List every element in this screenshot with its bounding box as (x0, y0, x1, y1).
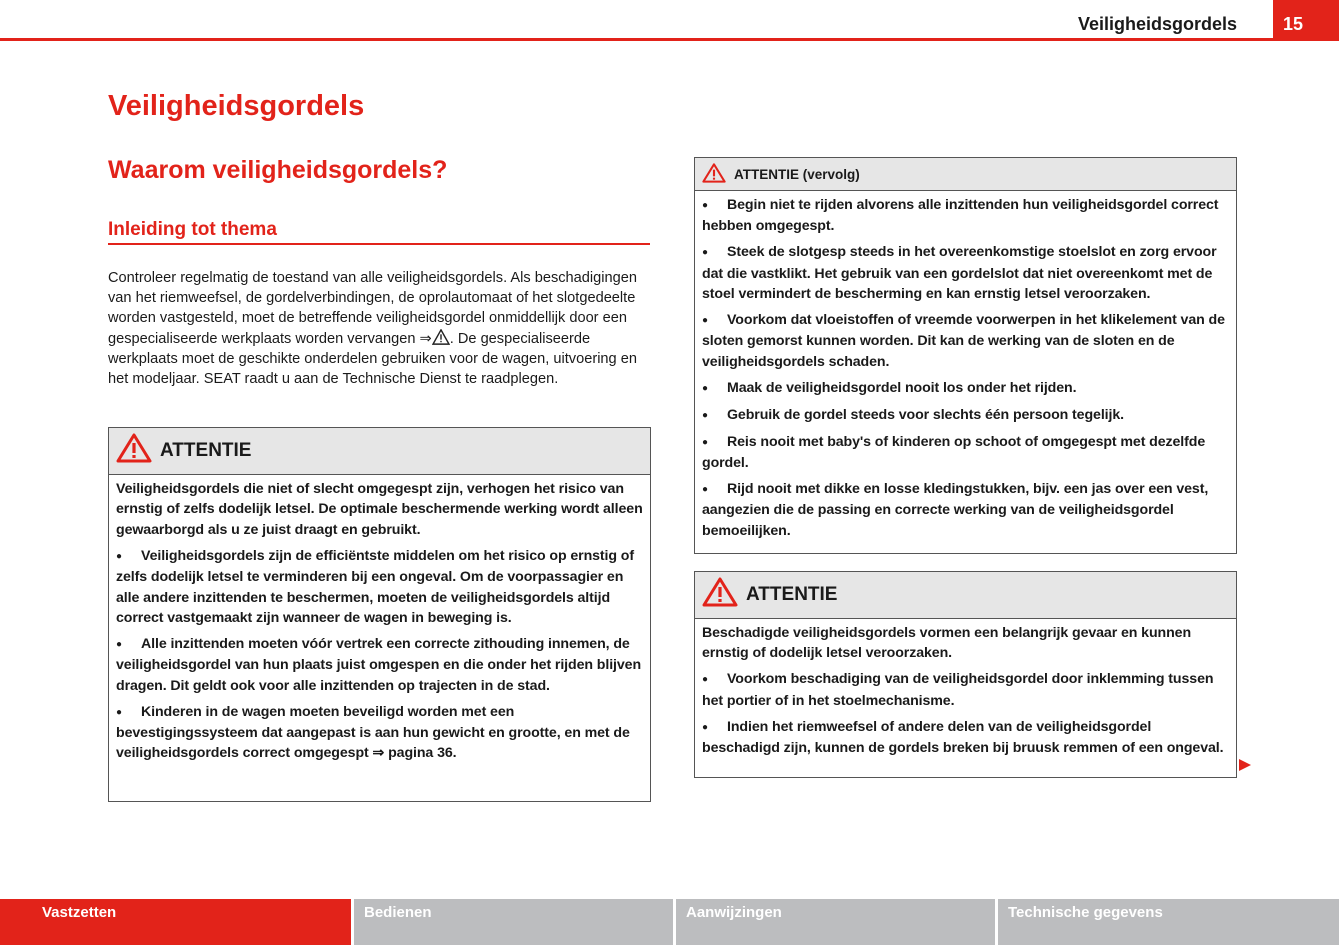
warning-box-continued (694, 157, 1237, 554)
warning-body (109, 475, 650, 768)
warning-icon (702, 577, 738, 613)
list-item: ● Indien het riemweefsel of andere delen van de veiligheidsgordel beschadigd zijn, kunnen de gordels breken bij bruusk remmen of een ongeval. (702, 717, 1229, 759)
header-rule (0, 38, 1339, 41)
warning-icon (116, 433, 152, 469)
intro-text-1: Controleer regelmatig de toestand van alle veiligheidsgordels. Als beschadigingen van het riemweefsel, de gordelverbindingen, de oprolautomaat of het slotgedeelte worden vastgesteld, moet de betreffende veiligheidsgordel onmiddellijk door een gespecialiseerde werkplaats worden vervangen ⇒ (108, 270, 637, 347)
list-item: ● Voorkom beschadiging van de veiligheidsgordel door inklemming tussen het portier of in het stoelmechanisme. (702, 669, 1229, 711)
list-item: ● Veiligheidsgordels zijn de efficiëntste middelen om het risico op ernstig of zelfs dodelijk letsel te verminderen bij een ongeval. Om de voorpassagier en alle andere inzittenden te beschermen, moeten de veiligheidsgordels altijd correct vastgemaakt zijn wanneer de wagen in beweging is. (116, 546, 643, 629)
tab-aanwijzingen[interactable]: Aanwijzingen (676, 899, 995, 945)
warning-lead: Beschadigde veiligheidsgordels vormen een belangrijk gevaar en kunnen ernstig of dodelijk letsel veroorzaken. (702, 625, 1192, 662)
warning-label: ATTENTIE (160, 440, 252, 461)
list-item: ● Rijd nooit met dikke en losse kledingstukken, bijv. een jas over een vest, aangezien die de passing en correcte werking van de veiligheidsgordel bemoeilijken. (702, 479, 1229, 541)
list-item: ● Maak de veiligheidsgordel nooit los onder het rijden. (702, 378, 1229, 399)
list-item: ● Voorkom dat vloeistoffen of vreemde voorwerpen in het klikelement van de sloten gemorst kunnen worden. Dit kan de werking van de sloten en de veiligheidsgordels schaden. (702, 310, 1229, 372)
warning-label: ATTENTIE (746, 584, 838, 605)
list-item: ● Steek de slotgesp steeds in het overeenkomstige stoelslot en zorg ervoor dat die vastklikt. Het gebruik van een gordelslot dat niet overeenkomt met de stoel vermindert de bescherming en kan ernstig letsel veroorzaken. (702, 242, 1229, 304)
warning-label: ATTENTIE (vervolg) (734, 166, 860, 182)
list-item: ● Begin niet te rijden alvorens alle inzittenden hun veiligheidsgordel correct hebben omgegespt. (702, 195, 1229, 237)
warning-ref-icon[interactable] (432, 331, 450, 347)
continue-arrow-icon (1239, 759, 1251, 771)
tab-technische-gegevens[interactable]: Technische gegevens (998, 899, 1339, 945)
warning-body (695, 191, 1236, 545)
warning-header (109, 428, 650, 475)
warning-icon (702, 163, 726, 186)
section-heading: Inleiding tot thema (108, 219, 650, 245)
warning-header (695, 158, 1236, 191)
footer-nav (0, 899, 1339, 945)
list-item: ● Reis nooit met baby's of kinderen op schoot of omgegespt met dezelfde gordel. (702, 432, 1229, 474)
header-section-title: Veiligheidsgordels (1077, 14, 1237, 34)
warning-header (695, 572, 1236, 619)
intro-paragraph (108, 268, 653, 389)
list-item: ● Kinderen in de wagen moeten beveiligd worden met een bevestigingssysteem dat aangepast is aan hun gewicht en grootte, en met de veiligheidsgordels correct omgegespt ⇒ pagina 36. (116, 702, 643, 764)
list-item: ● Alle inzittenden moeten vóór vertrek een correcte zithouding innemen, de veiligheidsgordel van hun plaats juist omgespen en die onder het rijden blijven dragen. Dit geldt ook voor alle inzittenden op trajecten in de stad. (116, 634, 643, 696)
tab-bedienen[interactable]: Bedienen (354, 899, 673, 945)
page-title: Veiligheidsgordels (108, 90, 365, 122)
chapter-subtitle: Waarom veiligheidsgordels? (108, 156, 448, 184)
intro-text-2: . De gespecialiseerde werkplaats moet de geschikte onderdelen gebruiken voor de wagen, uitvoering en het modeljaar. SEAT raadt u aan de Technische Dienst te raadplegen. (108, 330, 637, 388)
warning-lead: Veiligheidsgordels die niet of slecht omgegespt zijn, verhogen het risico van ernstig of zelfs dodelijk letsel. De optimale beschermende werking wordt alleen gewaarborgd als u ze juist draagt en gebruikt. (116, 481, 643, 538)
warning-box-3 (694, 571, 1237, 778)
tab-vastzetten[interactable]: Vastzetten (0, 899, 351, 945)
page-number: 15 (1273, 0, 1339, 40)
warning-box-1 (108, 427, 651, 802)
list-item: ● Gebruik de gordel steeds voor slechts één persoon tegelijk. (702, 405, 1229, 426)
warning-body (695, 619, 1236, 762)
